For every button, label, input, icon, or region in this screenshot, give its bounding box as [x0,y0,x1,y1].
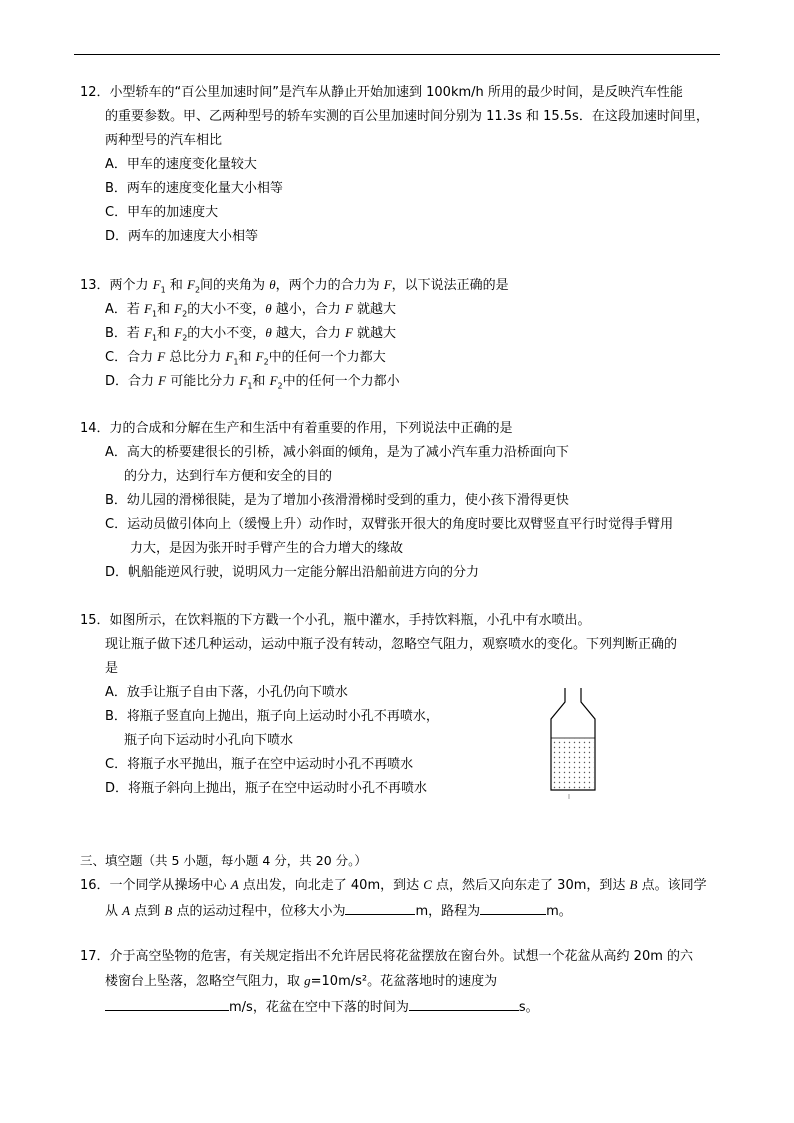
q16-line1: 16．一个同学从操场中心 A 点出发，向北走了 40m，到达 C 点，然后又向东走了 30m，到达 B 点。该同学 [80,877,707,893]
q12-option-a: A．甲车的速度变化量较大 [105,157,257,172]
q15-option-b-line1: B．将瓶子竖直向上抛出，瓶子向上运动时小孔不再喷水， [105,709,439,724]
q17-line2: 楼窗台上坠落，忽略空气阻力，取 g=10m/s²。花盆落地时的速度为 [105,973,498,989]
q12-stem-line3: 两种型号的汽车相比 [105,133,223,148]
q14-option-a-line1: A．高大的桥要建很长的引桥，减小斜面的倾角，是为了减小汽车重力沿桥面向下 [105,445,569,460]
q14-option-c-line2: 力大，是因为张开时手臂产生的合力增大的缘故 [130,541,404,556]
q17-line3: m/s，花盆在空中下落的时间为 s。 [105,996,539,1017]
q13-option-a: A．若 $F_1$和 $F_2$的大小不变，θ 越小，合力 F 就越大 [105,301,397,319]
q17-time-blank[interactable] [409,996,519,1011]
q12-option-d: D．两车的加速度大小相等 [105,229,259,244]
q15-option-c: C．将瓶子水平抛出，瓶子在空中运动时小孔不再喷水 [105,757,414,772]
q12-option-b: B．两车的速度变化量大小相等 [105,181,283,196]
q13-stem: 13．两个力 $F_1$ 和 $F_2$间的夹角为 θ，两个力的合力为 F，以下说法正确的是 [80,277,509,295]
q15-option-b-line2: 瓶子向下运动时小孔向下喷水 [124,733,294,748]
q13-option-c: C．合力 F 总比分力 $F_1$和 $F_2$中的任何一个力都大 [105,349,386,367]
q14-stem: 14．力的合成和分解在生产和生活中有着重要的作用，下列说法中正确的是 [80,421,513,436]
q16-displacement-blank[interactable] [345,900,415,915]
q17-speed-blank[interactable] [105,996,229,1011]
q16-line2: 从 A 点到 B 点的运动过程中，位移大小为 m，路程为 m。 [105,900,572,921]
q14-option-c-line1: C．运动员做引体向上（缓慢上升）动作时，双臂张开很大的角度时要比双臂竖直平行时觉得手臂用 [105,517,674,532]
q17-line1: 17．介于高空坠物的危害，有关规定指出不允许居民将花盆摆放在窗台外。试想一个花盆从高约 20m 的六 [80,949,694,964]
q13-option-b: B．若 $F_1$和 $F_2$的大小不变，θ 越大，合力 F 就越大 [105,325,397,343]
q12-option-c: C．甲车的加速度大 [105,205,219,220]
header-rule [74,54,720,55]
q15-stem-line2: 现让瓶子做下述几种运动，运动中瓶子没有转动，忽略空气阻力，观察喷水的变化。下列判断正确的 [105,637,678,652]
q14-option-d: D．帆船能逆风行驶，说明风力一定能分解出沿船前进方向的分力 [105,565,480,580]
q14-option-b: B．幼儿园的滑梯很陡，是为了增加小孩滑滑梯时受到的重力，使小孩下滑得更快 [105,493,569,508]
q13-option-d: D．合力 F 可能比分力 $F_1$和 $F_2$中的任何一个力都小 [105,373,400,391]
section3-heading: 三、填空题（共 5 小题，每小题 4 分，共 20 分。） [80,853,367,868]
q15-option-a: A．放手让瓶子自由下落，小孔仍向下喷水 [105,685,348,700]
q15-option-d: D．将瓶子斜向上抛出，瓶子在空中运动时小孔不再喷水 [105,781,428,796]
q12-stem-line1: 12．小型轿车的“百公里加速时间”是汽车从静止开始加速到 100km/h 所用的最少时间，是反映汽车性能 [80,85,683,100]
bottle-diagram [548,686,598,804]
q14-option-a-line2: 的分力，达到行车方便和安全的目的 [124,469,333,484]
q12-stem-line2: 的重要参数。甲、乙两种型号的轿车实测的百公里加速时间分别为 11.3s 和 15.5s．在这段加速时间里， [105,109,709,124]
q15-stem-line1: 15．如图所示，在饮料瓶的下方戳一个小孔，瓶中灌水，手持饮料瓶，小孔中有水喷出。 [80,613,591,628]
q16-distance-blank[interactable] [480,900,546,915]
q15-stem-line3: 是 [105,661,119,676]
water-fill [552,738,594,789]
